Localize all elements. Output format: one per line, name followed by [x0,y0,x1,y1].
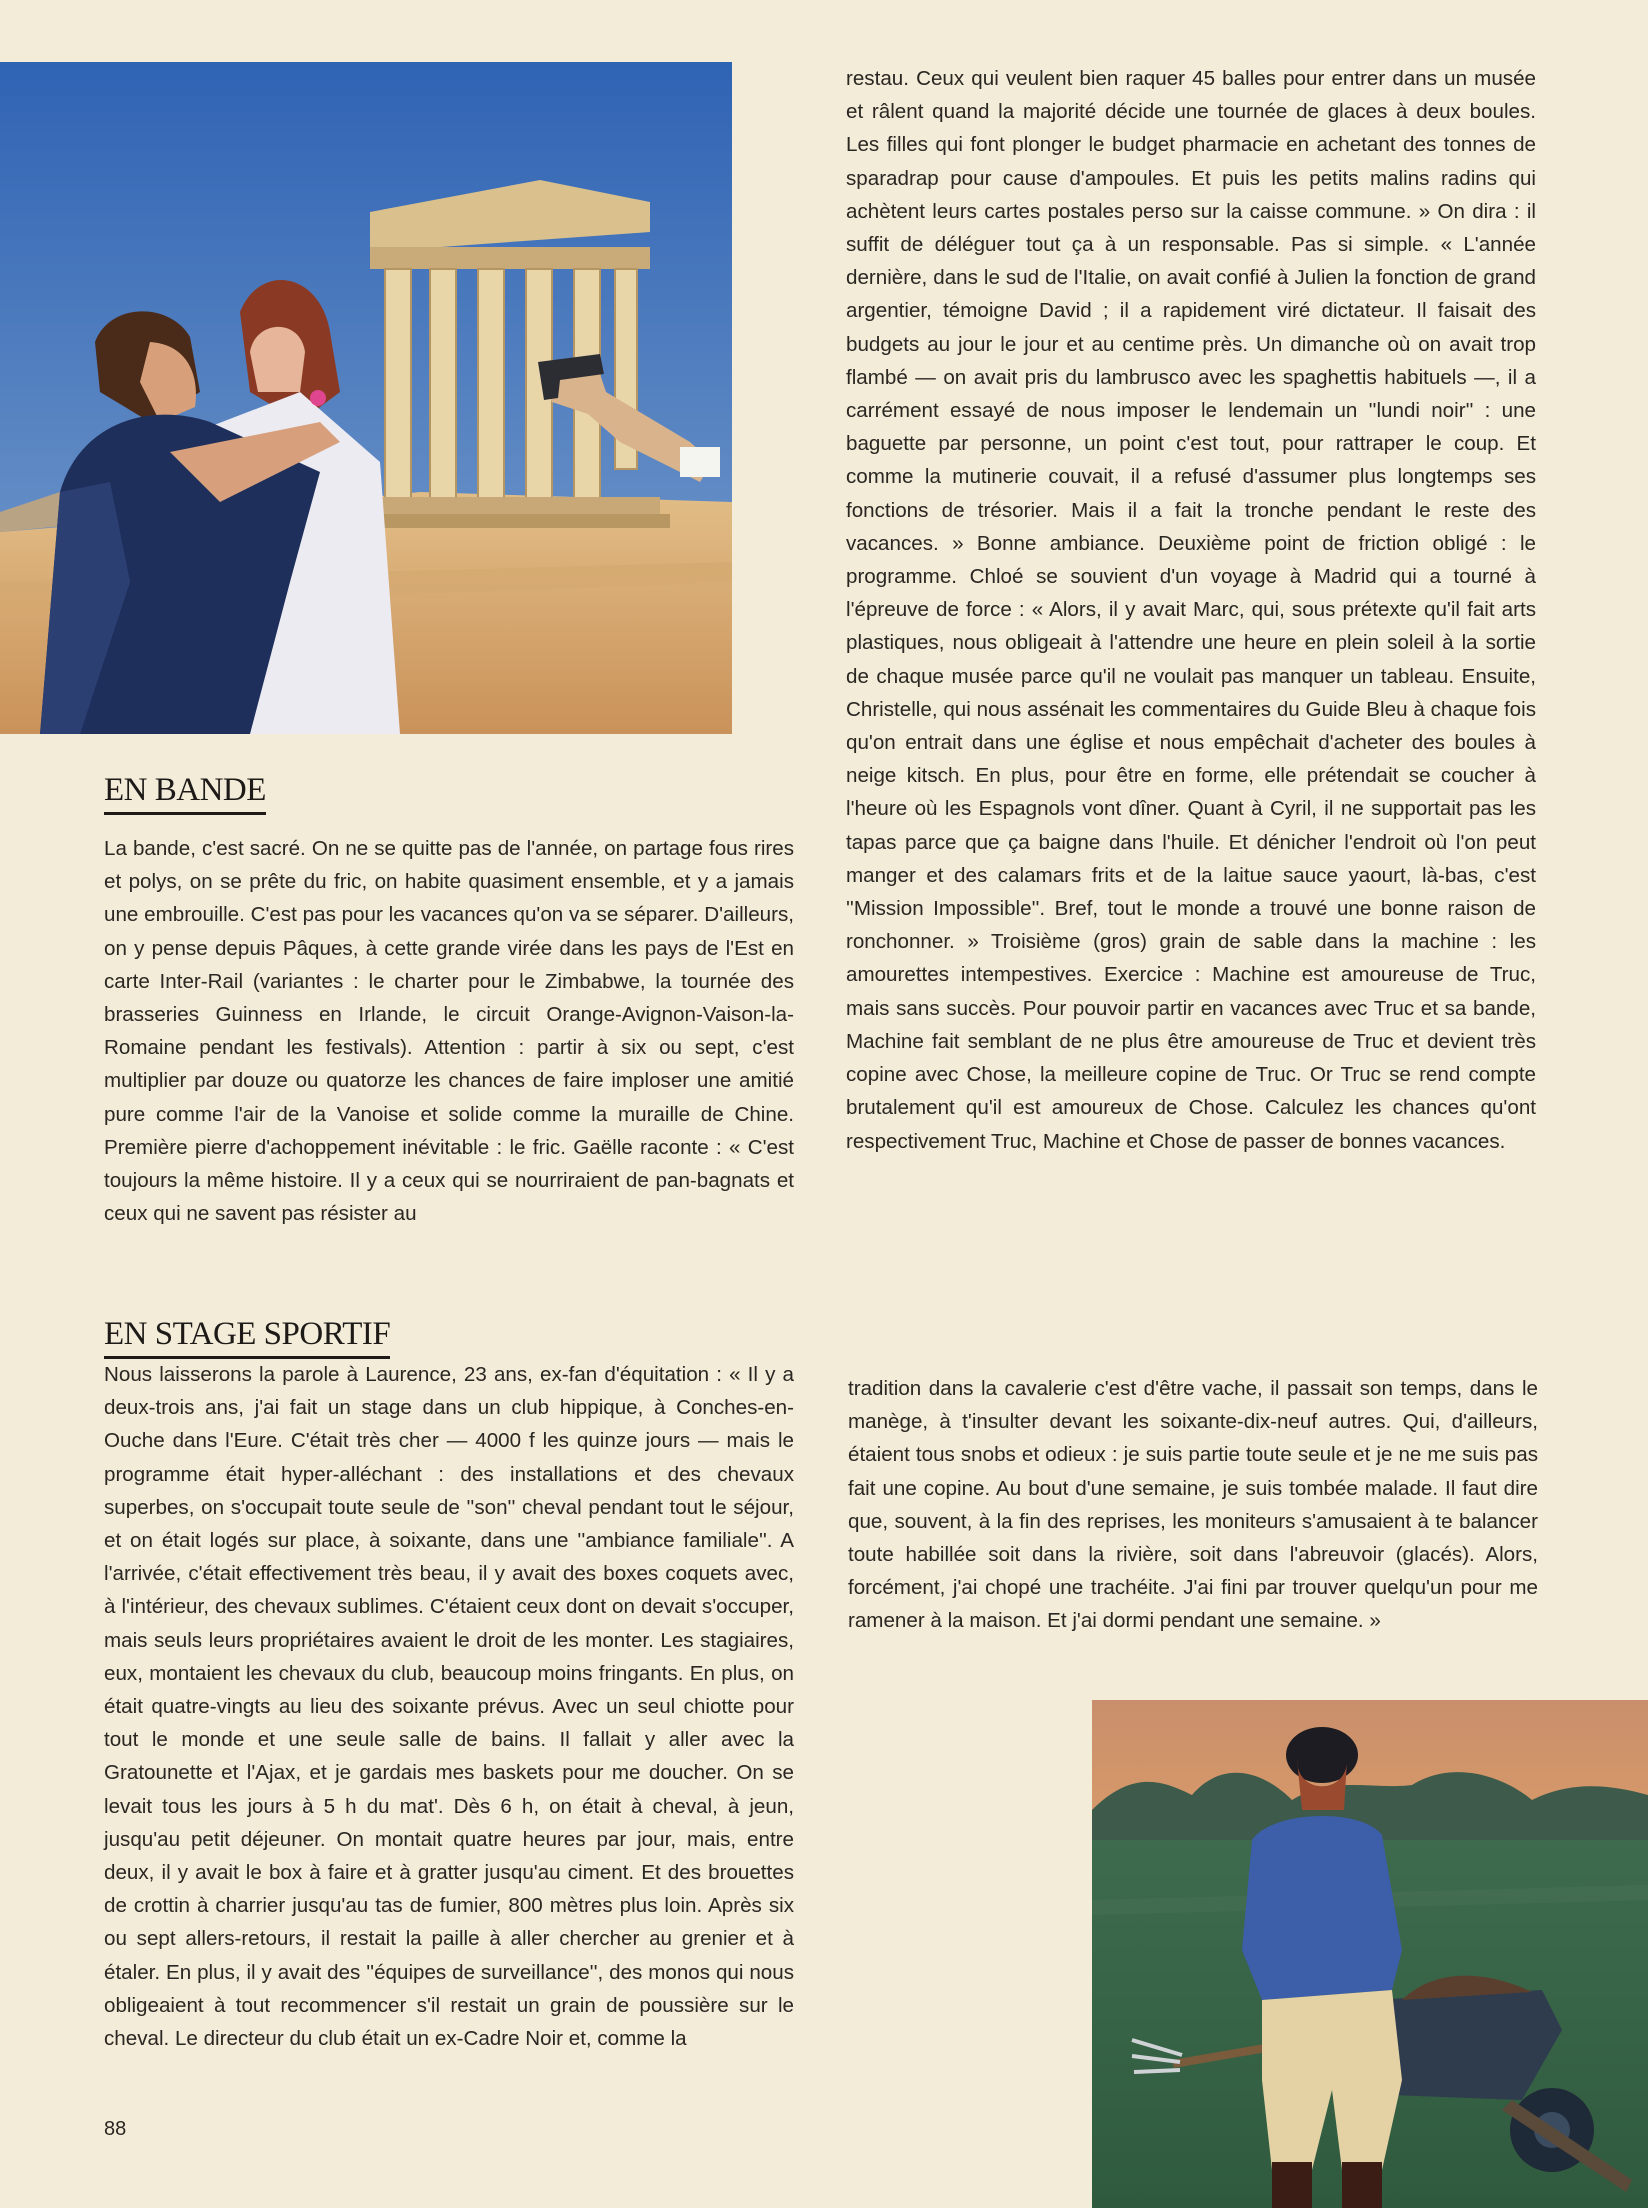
stage-right-column-text [848,1372,1538,1638]
paragraph: tradition dans la cavalerie c'est d'être vache, il passait son temps, dans le manège, à t'insulter devant les soixante-dix-neuf autres. Qui, d'ailleurs, étaient tous snobs et odieux : je suis partie toute seule et je ne me suis pas fait une copine. Au bout d'une semaine, je suis tombée malade. Il faut dire que, souvent, à la fin des reprises, les moniteurs s'amusaient à te balancer toute habillée soit dans la rivière, soit dans l'abreuvoir (glacés). Alors, forcément, j'ai chopé une trachéite. J'ai fini par trouver quelqu'un pour me ramener à la maison. Et j'ai dormi pendant une semaine. » [848,1377,1538,1633]
paragraph: restau. Ceux qui veulent bien raquer 45 balles pour entrer dans un musée et râlent quand la majorité décide une tournée de glaces à deux boules. Les filles qui font plonger le budget pharmacie en achetant des tonnes de sparadrap pour cause d'ampoules. Et puis les petits malins radins qui achètent leurs cartes postales perso sur la caisse commune. » On dira : il suffit de déléguer tout ça à un responsable. Pas si simple. « L'année dernière, dans le sud de l'Italie, on avait confié à Julien la fonction de grand argentier, témoigne David ; il a rapidement viré dictateur. Il faisait des budgets au jour le jour et au centime près. Un dimanche où on avait trop flambé — on avait pris du lambrusco avec les spaghettis habituels —, il a carrément essayé de nous imposer le lendemain un ''lundi noir'' : une baguette par personne, un point c'est tout, pour rattraper le coup. Et comme la mutinerie couvait, il a refusé d'assumer plus longtemps ses fonctions de trésorier. Mais il a fait la tronche pendant le reste des vacances. » Bonne ambiance. Deuxième point de friction obligé : le programme. Chloé se souvient d'un voyage à Madrid qui a tourné à l'épreuve de force : « Alors, il y avait Marc, qui, sous prétexte qu'il fait arts plastiques, nous obligeait à l'attendre une heure en plein soleil à la sortie de chaque musée parce qu'il ne voulait pas manquer un tableau. Ensuite, Christelle, qui nous assénait les commentaires du Guide Bleu à chaque fois qu'on entrait dans une église et nous empêchait d'acheter des boules à neige kitsch. En plus, pour être en forme, elle prétendait se coucher à l'heure où les Espagnols vont dîner. Quant à Cyril, il ne supportait pas les tapas parce que ça baigne dans l'huile. Et dénicher l'endroit où l'on peut manger et des calamars frits et de la laitue sauce yaourt, là-bas, c'est ''Mission Impossible''. Bref, tout le monde a trouvé une bonne raison de ronchonner. » Troisième (gros) grain de sable dans la machine : les amourettes intempestives. Exercice : Machine est amoureuse de Truc, mais sans succès. Pour pouvoir partir en vacances avec Truc et sa bande, Machine fait semblant de ne plus être amoureuse de Truc et devient très copine avec Chose, la meilleure copine de Truc. Or Truc se rend compte brutalement qu'il est amoureux de Chose. Calculez les chances qu'ont respectivement Truc, Machine et Chose de passer de bonnes vacances. [846,67,1536,1153]
section-heading-en-bande: EN BANDE [104,774,266,815]
stage-left-column-text [104,1358,794,2055]
paragraph: Nous laisserons la parole à Laurence, 23 ans, ex-fan d'équitation : « Il y a deux-trois ans, j'ai fait un stage dans un club hippique, à Conches-en-Ouche dans l'Eure. C'était très cher — 4000 f les quinze jours — mais le programme était hyper-alléchant : des installations et des chevaux superbes, on s'occupait toute seule de ''son'' cheval pendant tout le séjour, et on était logés sur place, à soixante, dans une ''ambiance familiale''. A l'arrivée, c'était effectivement très beau, il y avait des boxes coquets avec, à l'intérieur, des chevaux sublimes. C'étaient ceux dont on devait s'occuper, mais seuls leurs propriétaires avaient le droit de les monter. Les stagiaires, eux, montaient les chevaux du club, beaucoup moins fringants. En plus, on était quatre-vingts au lieu des soixante prévus. Avec un seul chiotte pour tout le monde et une seule salle de bains. Il fallait y aller avec la Gratounette et l'Ajax, et je gardais mes baskets pour me doucher. On se levait tous les jours à 5 h du mat'. Dès 6 h, on était à cheval, à jeun, jusqu'au petit déjeuner. On montait quatre heures par jour, mais, entre deux, il y avait le box à faire et à gratter jusqu'au ciment. Et des brouettes de crottin à charrier jusqu'au tas de fumier, 800 mètres plus loin. Après six ou sept allers-retours, il restait la paille à aller chercher au grenier et à étaler. En plus, il y avait des ''équipes de surveillance'', des monos qui nous obligeaient à tout recommencer s'il restait un grain de poussière sur le cheval. Le directeur du club était un ex-Cadre Noir et, comme la [104,1363,794,2051]
en-bande-text [104,832,794,1230]
paragraph: La bande, c'est sacré. On ne se quitte pas de l'année, on partage fous rires et polys, on se prête du fric, on habite quasiment ensemble, et y a jamais une embrouille. C'est pas pour les vacances qu'on va se séparer. D'ailleurs, on y pense depuis Pâques, à cette grande virée dans les pays de l'Est en carte Inter-Rail (variantes : le charter pour le Zimbabwe, la tournée des brasseries Guinness en Irlande, le circuit Orange-Avignon-Vaison-la-Romaine pendant les festivals). Attention : partir à six ou sept, c'est multiplier par douze ou quatorze les chances de faire imploser une amitié pure comme l'air de la Vanoise et solide comme la muraille de Chine. Première pierre d'achoppement inévitable : le fric. Gaëlle raconte : « C'est toujours la même histoire. Il y a ceux qui se nourriraient de pan-bagnats et ceux qui ne savent pas résister au [104,837,794,1226]
page-number: 88 [104,2118,127,2140]
parthenon-scene [0,62,732,734]
illustration-rider-wheelbarrow [1092,1700,1648,2208]
section-heading-en-stage-sportif: EN STAGE SPORTIF [104,1318,390,1359]
right-column-text [846,62,1536,1158]
illustration-parthenon-couple [0,62,732,734]
rider-scene [1092,1700,1648,2208]
